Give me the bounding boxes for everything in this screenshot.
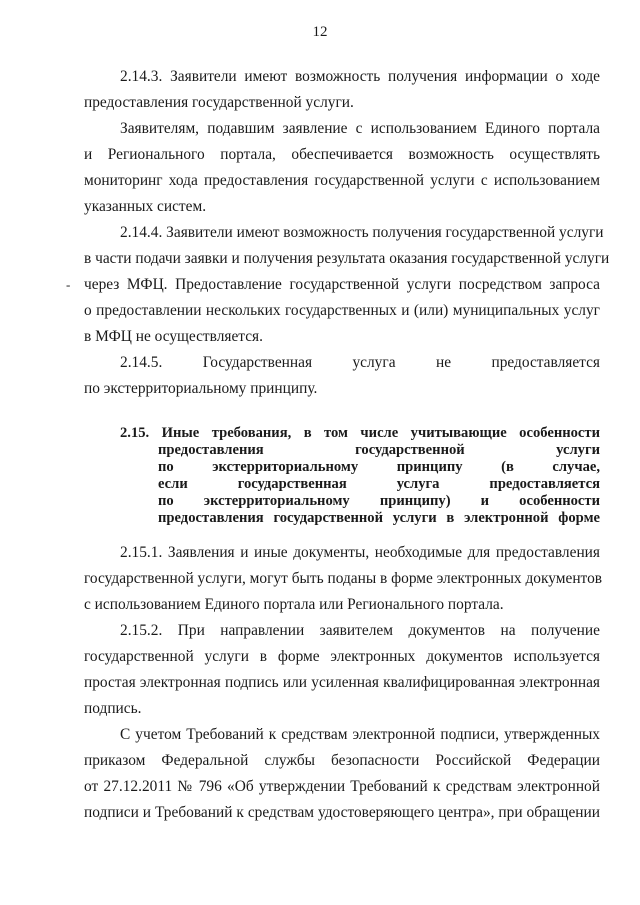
paragraph-line: в части подачи заявки и получения результата оказания государственной услуги xyxy=(84,250,610,267)
paragraph-line: указанных систем. xyxy=(84,198,207,215)
paragraph-line: подписи и Требований к средствам удостоверяющего центра», при обращении xyxy=(84,804,600,821)
paragraph-line: и Регионального портала, обеспечивается возможность осуществлять xyxy=(84,146,600,163)
section-heading-line: по экстерриториальному принципу) и особенности xyxy=(158,493,600,509)
paragraph-line: мониторинг хода предоставления государственной услуги с использованием xyxy=(84,172,600,189)
section-heading-line: предоставления государственной услуги xyxy=(158,442,600,458)
paragraph-line: через МФЦ. Предоставление государственной услуги посредством запроса xyxy=(84,276,600,293)
paragraph-line: от 27.12.2011 № 796 «Об утверждении Требований к средствам электронной xyxy=(84,778,600,795)
paragraph-line: государственной услуги в форме электронных документов используется xyxy=(84,648,600,665)
paragraph-line: 2.15.2. При направлении заявителем документов на получение xyxy=(120,622,600,639)
margin-mark: - xyxy=(66,277,71,292)
paragraph-line: Заявителям, подавшим заявление с использованием Единого портала xyxy=(120,120,600,137)
paragraph-line: о предоставлении нескольких государственных и (или) муниципальных услуг xyxy=(84,302,600,319)
paragraph-line: предоставления государственной услуги. xyxy=(84,94,354,111)
paragraph-line: в МФЦ не осуществляется. xyxy=(84,328,263,345)
section-heading-line: 2.15. Иные требования, в том числе учитывающие особенности xyxy=(120,425,600,441)
section-heading-line: если государственная услуга предоставляется xyxy=(158,476,600,492)
paragraph-line: подпись. xyxy=(84,700,142,717)
paragraph-line: государственной услуги, могут быть поданы в форме электронных документов xyxy=(84,570,603,587)
paragraph-line: 2.15.1. Заявления и иные документы, необходимые для предоставления xyxy=(120,544,600,561)
paragraph-line: по экстерриториальному принципу. xyxy=(84,380,318,397)
section-heading-line: по экстерриториальному принципу (в случае, xyxy=(158,459,600,475)
paragraph-line: С учетом Требований к средствам электронной подписи, утвержденных xyxy=(120,726,600,743)
page-number: 12 xyxy=(312,24,328,40)
paragraph-line: простая электронная подпись или усиленная квалифицированная электронная xyxy=(84,674,600,691)
section-heading-line: предоставления государственной услуги в электронной форме xyxy=(158,510,600,526)
paragraph-line: приказом Федеральной службы безопасности Российской Федерации xyxy=(84,752,600,769)
paragraph-line: 2.14.3. Заявители имеют возможность получения информации о ходе xyxy=(120,68,600,85)
paragraph-line: с использованием Единого портала или Регионального портала. xyxy=(84,596,504,613)
paragraph-line: 2.14.5. Государственная услуга не предоставляется xyxy=(120,354,600,371)
paragraph-line: 2.14.4. Заявители имеют возможность получения государственной услуги xyxy=(120,224,604,241)
